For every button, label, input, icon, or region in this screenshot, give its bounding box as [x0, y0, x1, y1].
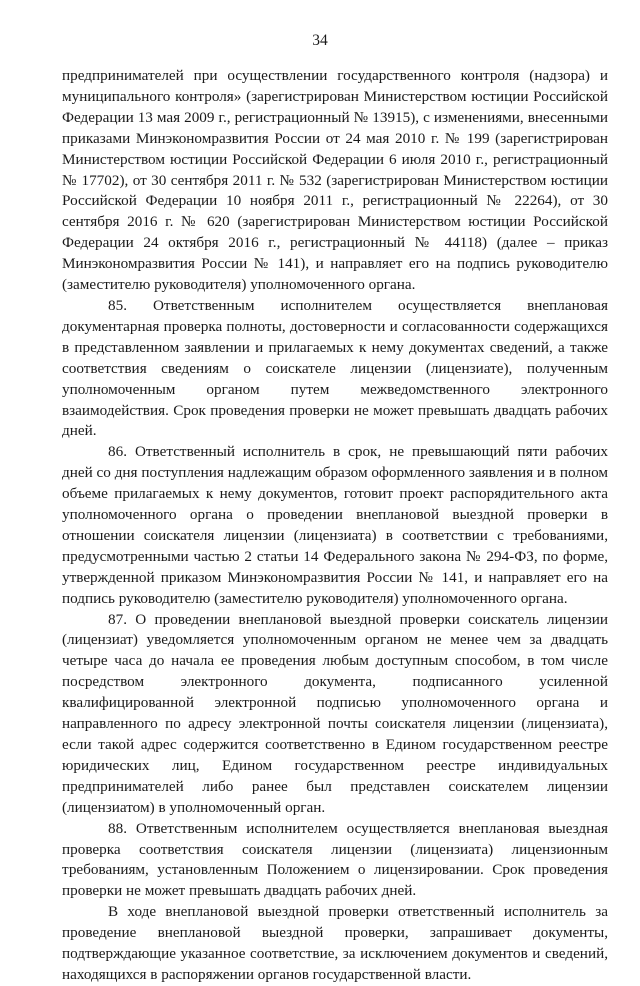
paragraph-85: 85. Ответственным исполнителем осуществляется внеплановая документарная проверка полноты, достоверности и согласованности содержащихся в представленном заявлении и прилагаемых к нему документах сведений, а также соответствия сведениям о соискателе лицензии (лицензиате), полученным уполномоченным органом путем межведомственного электронного взаимодействия. Срок проведения проверки не может превышать двадцать рабочих дней.: [62, 296, 608, 440]
paragraph-86: 86. Ответственный исполнитель в срок, не превышающий пяти рабочих дней со дня поступления надлежащим образом оформленного заявления и в полном объеме прилагаемых к нему документов, готовит проект распорядительного акта уполномоченного органа о проведении внеплановой выездной проверки в отношении соискателя лицензии (лицензиата) в соответствии с требованиями, предусмотренными частью 2 статьи 14 Федерального закона № 294-ФЗ, по форме, утвержденной приказом Минэкономразвития России № 141, и направляет его на подпись руководителю (заместителю руководителя) уполномоченного органа.: [62, 443, 608, 607]
paragraph-88-continued: В ходе внеплановой выездной проверки ответственный исполнитель за проведение внеплановой выездной проверки, запрашивает документы, подтверждающие указанное соответствие, за исключением документов и сведений, находящихся в распоряжении органов государственной власти.: [62, 903, 608, 983]
paragraph-continuation: предпринимателей при осуществлении государственного контроля (надзора) и муниципального контроля» (зарегистрирован Министерством юстиции Российской Федерации 13 мая 2009 г., регистрационный № 13915), с изменениями, внесенными приказами Минэкономразвития России от 24 мая 2010 г. № 199 (зарегистрирован Министерством юстиции Российской Федерации 6 июля 2010 г., регистрационный № 17702), от 30 сентября 2011 г. № 532 (зарегистрирован Министерством юстиции Российской Федерации 10 ноября 2011 г., регистрационный № 22264), от 30 сентября 2016 г. № 620 (зарегистрирован Министерством юстиции Российской Федерации 24 октября 2016 г., регистрационный № 44118) (далее – приказ Минэкономразвития России № 141), и направляет его на подпись руководителю (заместителю руководителя) уполномоченного органа.: [62, 67, 608, 294]
paragraph-88: 88. Ответственным исполнителем осуществляется внеплановая выездная проверка соответствия соискателя лицензии (лицензиата) лицензионным требованиям, установленным Положением о лицензировании. Срок проведения проверки не может превышать двадцать рабочих дней.: [62, 819, 608, 900]
document-body: [62, 66, 608, 986]
paragraph-87: 87. О проведении внеплановой выездной проверки соискатель лицензии (лицензиат) уведомляется уполномоченным органом не менее чем за двадцать четыре часа до начала ее проведения любым доступным способом, в том числе посредством электронного документа, подписанного усиленной квалифицированной электронной подписью уполномоченного органа и направленного по адресу электронной почты соискателя лицензии (лицензиата), если такой адрес содержится соответственно в Едином государственном реестре юридических лиц, Едином государственном реестре индивидуальных предпринимателей либо ранее был представлен соискателем лицензии (лицензиатом) в уполномоченный орган.: [62, 610, 608, 816]
page-number: 34: [312, 32, 328, 49]
